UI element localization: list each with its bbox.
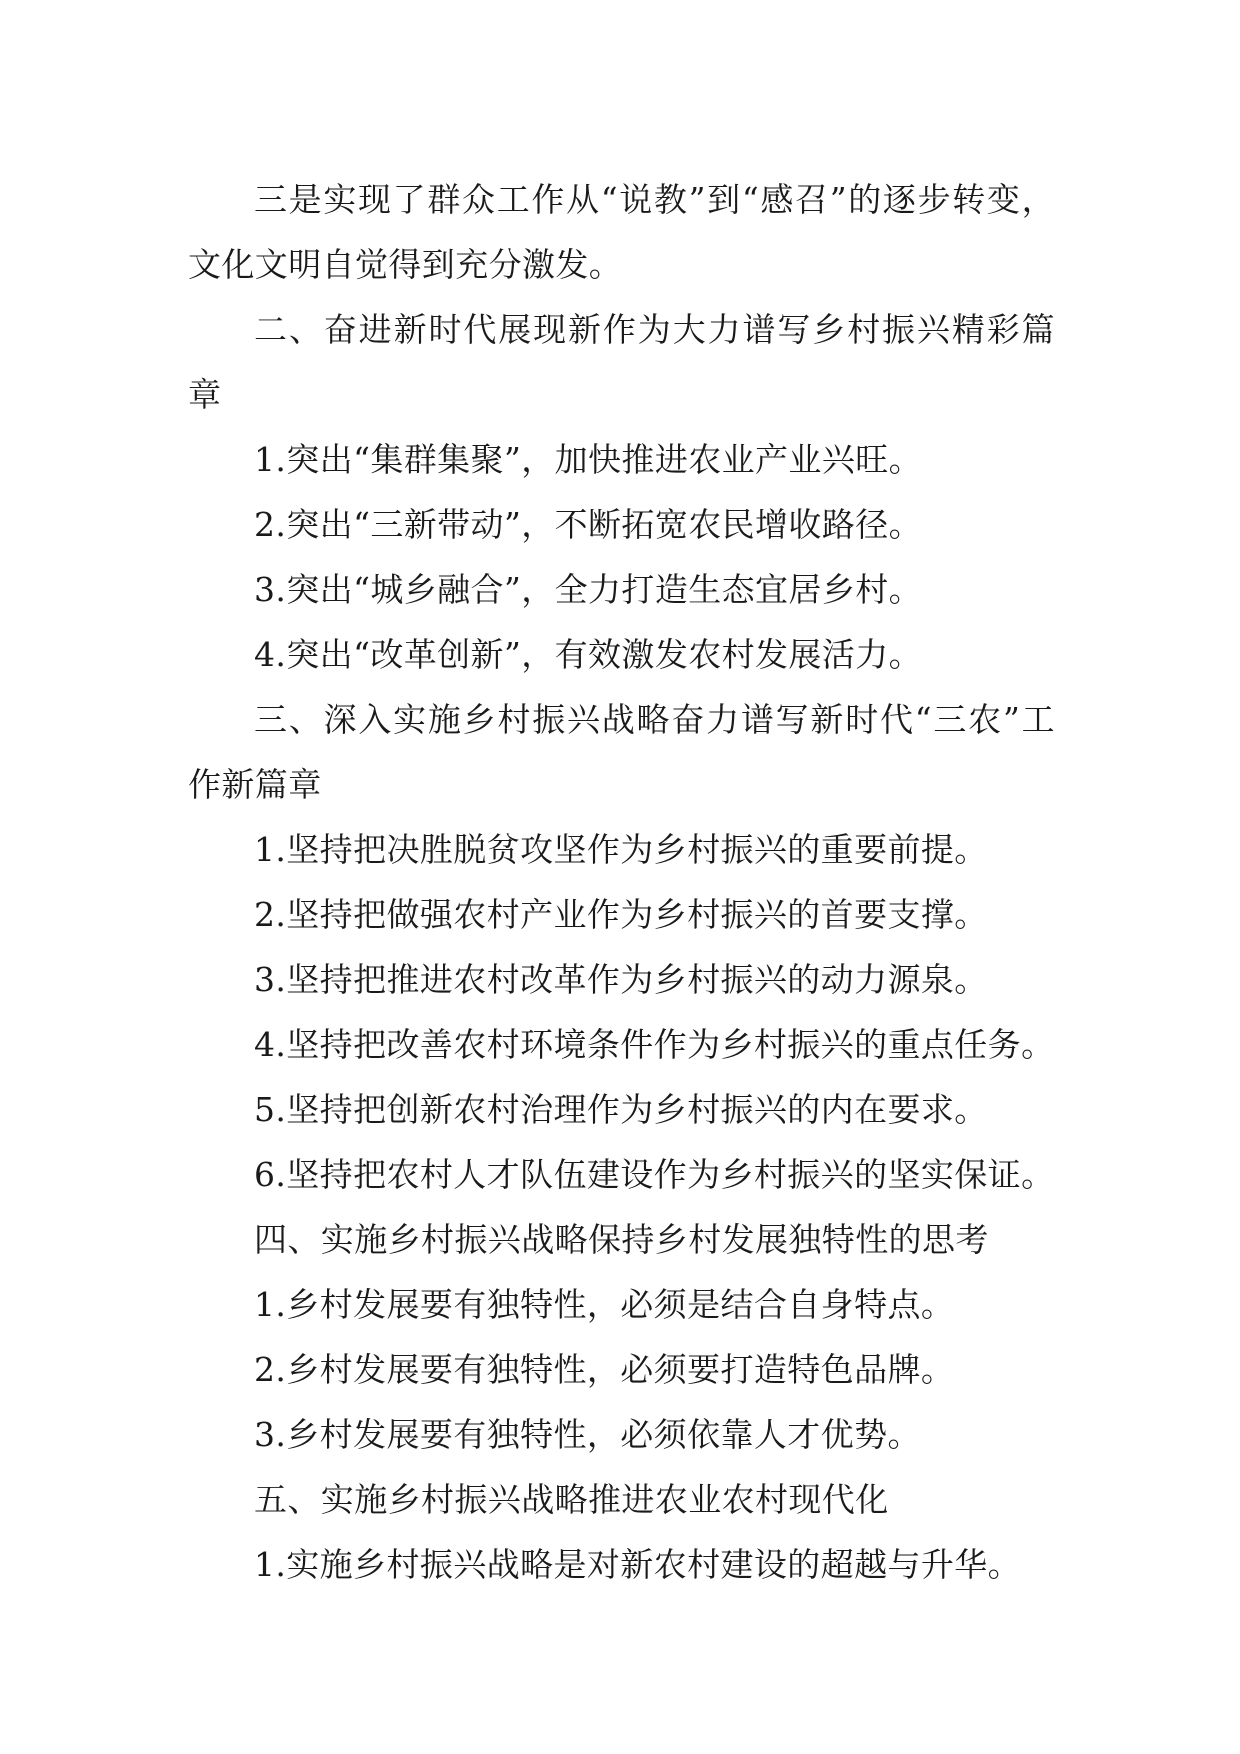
list-item-2-3: 3.突出“城乡融合”，全力打造生态宜居乡村。 xyxy=(254,570,923,609)
section-heading-four: 四、实施乡村振兴战略保持乡村发展独特性的思考 xyxy=(254,1220,989,1259)
list-item-4-2: 2.乡村发展要有独特性，必须要打造特色品牌。 xyxy=(254,1350,955,1389)
section-heading-three: 三、深入实施乡村振兴战略奋力谱写新时代“三农”工作新篇章 xyxy=(188,700,1055,804)
list-item-2-4: 4.突出“改革创新”，有效激发农村发展活力。 xyxy=(254,635,923,674)
list-item-3-3: 3.坚持把推进农村改革作为乡村振兴的动力源泉。 xyxy=(254,960,988,999)
paragraph-conclusion-three: 三是实现了群众工作从“说教”到“感召”的逐步转变，文化文明自觉得到充分激发。 xyxy=(188,180,1055,284)
list-item-3-6: 6.坚持把农村人才队伍建设作为乡村振兴的坚实保证。 xyxy=(254,1155,1055,1194)
section-heading-five: 五、实施乡村振兴战略推进农业农村现代化 xyxy=(254,1480,889,1519)
list-item-3-1: 1.坚持把决胜脱贫攻坚作为乡村振兴的重要前提。 xyxy=(254,830,988,869)
list-item-2-1: 1.突出“集群集聚”，加快推进农业产业兴旺。 xyxy=(254,440,923,479)
list-item-2-2: 2.突出“三新带动”，不断拓宽农民增收路径。 xyxy=(254,505,923,544)
section-heading-two: 二、奋进新时代展现新作为大力谱写乡村振兴精彩篇章 xyxy=(188,310,1055,414)
list-item-3-4: 4.坚持把改善农村环境条件作为乡村振兴的重点任务。 xyxy=(254,1025,1055,1064)
list-item-5-1: 1.实施乡村振兴战略是对新农村建设的超越与升华。 xyxy=(254,1545,1022,1584)
list-item-4-1: 1.乡村发展要有独特性，必须是结合自身特点。 xyxy=(254,1285,955,1324)
list-item-3-2: 2.坚持把做强农村产业作为乡村振兴的首要支撑。 xyxy=(254,895,988,934)
list-item-3-5: 5.坚持把创新农村治理作为乡村振兴的内在要求。 xyxy=(254,1090,988,1129)
list-item-4-3: 3.乡村发展要有独特性，必须依靠人才优势。 xyxy=(254,1415,921,1454)
